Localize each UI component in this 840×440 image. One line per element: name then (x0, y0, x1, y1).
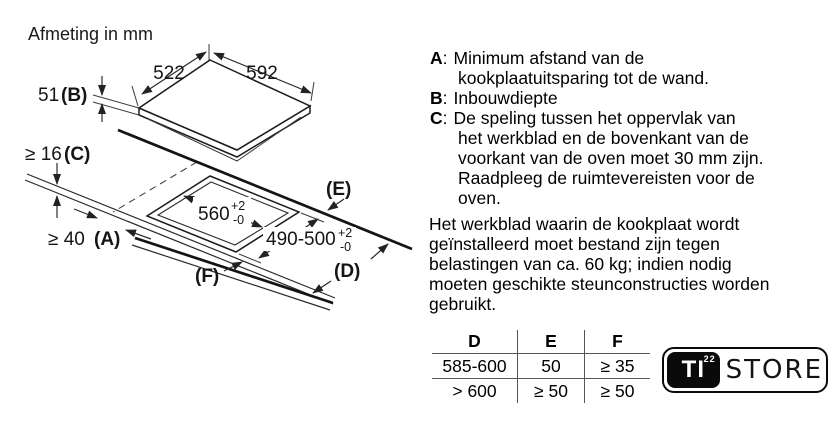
extension-line (311, 82, 314, 101)
note-separator: : (442, 48, 448, 68)
ti-store-logo (662, 347, 828, 393)
spec-table (432, 330, 650, 403)
note-text-line: kookplaatuitsparing tot de wand. (458, 68, 709, 88)
store-logo-text: STORE (725, 355, 823, 385)
legend-notes (430, 48, 830, 208)
cutout-projection-dashed-line (113, 162, 197, 212)
page-title: Afmeting in mm (28, 24, 154, 44)
extension-line (93, 95, 139, 108)
dimension-label-16: ≥ 16 (25, 144, 62, 165)
table-cell: ≥ 50 (518, 379, 585, 404)
table-cell: ≥ 50 (585, 379, 651, 404)
note-separator: : (442, 108, 448, 128)
tolerance-plus: +2 (231, 199, 246, 213)
extension-line (301, 213, 324, 222)
extension-line (239, 254, 261, 263)
note-item-b (430, 88, 830, 108)
note-key-c: C (430, 108, 443, 128)
table-header-d: D (432, 330, 518, 354)
note-item-c (430, 108, 830, 208)
note-text-line: De speling tussen het oppervlak van (453, 108, 736, 128)
dimension-label-522: 522 (153, 63, 185, 84)
note-text-line: voorkant van de oven moet 30 mm zijn. (458, 148, 764, 168)
table-cell: ≥ 35 (585, 354, 651, 379)
table-cell: 585-600 (432, 354, 518, 379)
label-e-group (326, 179, 351, 210)
ti-logo-badge-superscript: 22 (703, 354, 716, 364)
label-arrow (328, 199, 344, 210)
dimension-label-592: 592 (246, 63, 278, 84)
note-key-b: B (430, 88, 443, 108)
dimension-key-a: (A) (94, 229, 121, 250)
dimension-arrow-left (126, 230, 151, 239)
label-arrow-up (371, 244, 388, 259)
paragraph-line: moeten geschikte steunconstructies worden (429, 274, 770, 294)
label-e: (E) (326, 179, 352, 200)
tolerance-minus: -0 (340, 240, 352, 254)
table-cell: > 600 (452, 380, 497, 401)
dimension-wall-distance-a (48, 209, 151, 250)
note-key-a: A (430, 48, 443, 68)
paragraph-line: belastingen van ca. 60 kg; indien nodig (429, 254, 732, 274)
ti-logo-badge-text: TI (681, 356, 705, 383)
label-f: (F) (195, 266, 220, 287)
dimension-key-c: (C) (64, 144, 91, 165)
note-separator: : (442, 88, 448, 108)
tolerance-plus: +2 (338, 226, 353, 240)
table-header-e: E (518, 330, 585, 354)
table-header-row (432, 330, 650, 354)
dimension-label-490-500: 490-500 (266, 229, 336, 250)
note-text-line: Raadpleeg de ruimtevereisten voor de (458, 168, 755, 188)
paragraph-line: Het werkblad waarin de kookplaat wordt (429, 214, 740, 234)
table-header-f: F (585, 330, 651, 354)
tolerance-minus: -0 (233, 213, 245, 227)
worktop-load-paragraph (429, 214, 829, 314)
extension-line (93, 102, 139, 115)
dimension-depth-b (38, 76, 139, 122)
label-arrow-down (313, 281, 331, 293)
table-cell: 50 (518, 354, 585, 379)
note-text-line: het werkblad en de bovenkant van de (458, 128, 749, 148)
dimension-clearance-c (25, 144, 90, 218)
dimension-arrow-right (74, 209, 97, 218)
note-text-line: Inbouwdiepte (453, 88, 558, 108)
extension-line (132, 86, 138, 106)
paragraph-line: gebruikt. (429, 294, 497, 314)
oven-front-thin-line (132, 245, 330, 310)
paragraph-line: geïnstalleerd moet bestand zijn tegen (429, 234, 720, 254)
dimension-label-40: ≥ 40 (48, 229, 85, 250)
note-item-a (430, 48, 830, 88)
dimension-key-b: (B) (61, 85, 88, 106)
table-row (432, 354, 650, 379)
dimension-label-560: 560 (198, 204, 230, 225)
ti-logo-badge (667, 352, 720, 388)
installation-diagram (0, 0, 430, 330)
note-text-line: oven. (458, 188, 501, 208)
label-f-group (195, 262, 242, 287)
dimension-cutout-width-560 (184, 196, 262, 227)
table-row (432, 379, 650, 404)
dimension-label-51: 51 (38, 85, 60, 106)
note-text-line: Minimum afstand van de (453, 48, 645, 68)
label-d: (D) (334, 261, 361, 282)
